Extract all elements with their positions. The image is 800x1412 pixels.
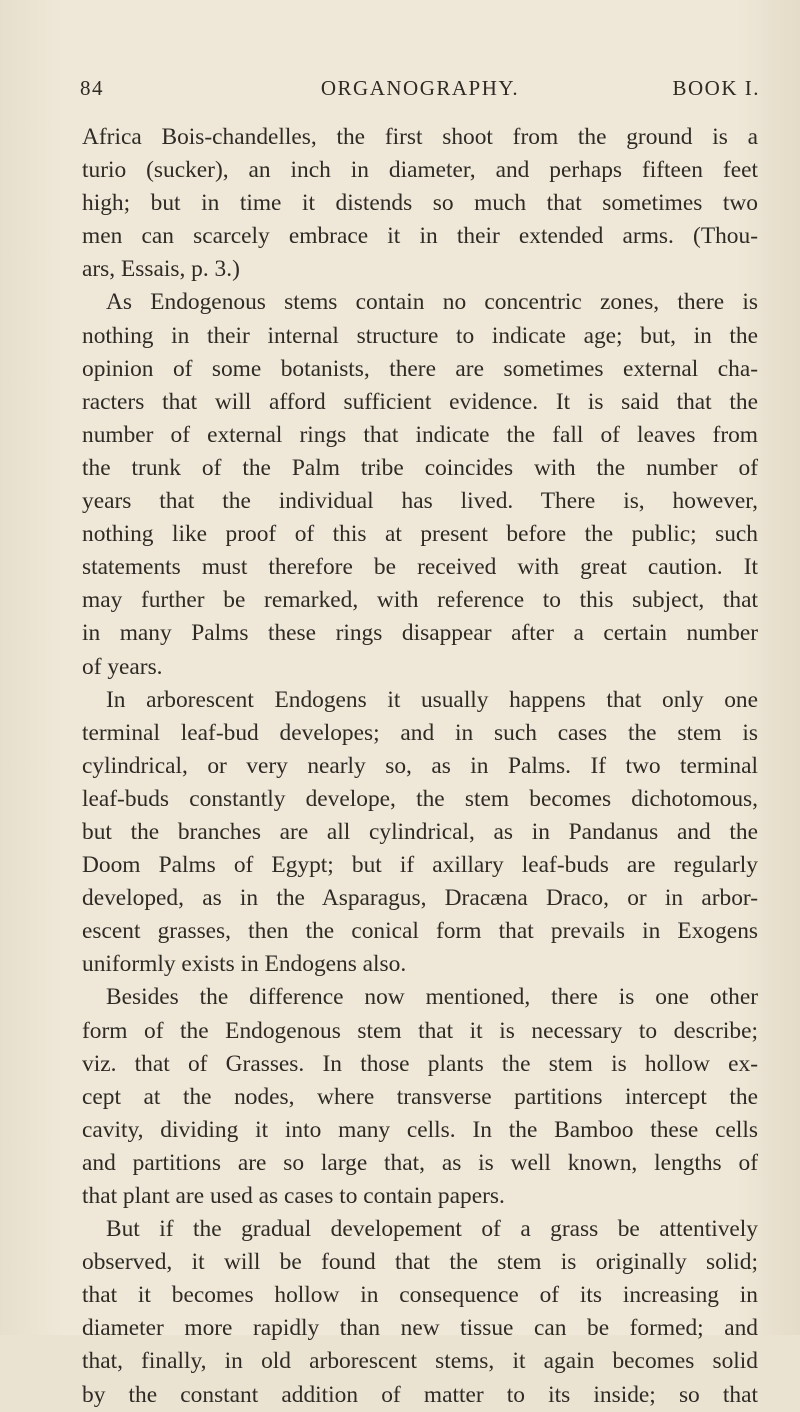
text-line: men can scarcely embrace it in their extended arms. (Thou-	[82, 223, 758, 250]
text-line: cavity, dividing it into many cells. In the Bamboo these cells	[82, 1116, 758, 1143]
text-line: Doom Palms of Egypt; but if axillary leaf-buds are regularly	[82, 852, 758, 879]
page-number: 84	[80, 76, 104, 100]
text-line: but the branches are all cylindrical, as in Pandanus and the	[82, 818, 758, 845]
text-line: and partitions are so large that, as is well known, lengths of	[82, 1149, 758, 1176]
text-line: diameter more rapidly than new tissue can be formed; and	[82, 1315, 758, 1342]
text-line: cylindrical, or very nearly so, as in Palms. If two terminal	[82, 752, 758, 779]
text-line: leaf-buds constantly develope, the stem becomes dichotomous,	[82, 785, 758, 812]
text-line: viz. that of Grasses. In those plants the stem is hollow ex-	[82, 1050, 758, 1077]
text-line: cept at the nodes, where transverse partitions intercept the	[82, 1083, 758, 1110]
text-line: developed, as in the Asparagus, Dracæna Draco, or in arbor-	[82, 885, 758, 912]
text-line: nothing in their internal structure to indicate age; but, in the	[82, 322, 758, 349]
paragraph-start-line: Besides the difference now mentioned, there is one other	[106, 984, 758, 1011]
text-line: the trunk of the Palm tribe coincides with the number of	[82, 454, 758, 481]
text-line: terminal leaf-bud developes; and in such cases the stem is	[82, 719, 758, 746]
text-line: that plant are used as cases to contain papers.	[82, 1183, 505, 1209]
text-line: that, finally, in old arborescent stems, it again becomes solid	[82, 1348, 758, 1375]
text-line: that it becomes hollow in consequence of its increasing in	[82, 1282, 758, 1309]
text-line: uniformly exists in Endogens also.	[82, 951, 407, 978]
text-line: turio (sucker), an inch in diameter, and perhaps fifteen feet	[82, 157, 758, 184]
body-text	[82, 121, 758, 1412]
text-line: opinion of some botanists, there are sometimes external cha-	[82, 355, 758, 382]
paragraph-start-line: In arborescent Endogens it usually happens that only one	[106, 686, 758, 713]
running-title: ORGANOGRAPHY.	[320, 76, 520, 100]
page-header	[80, 76, 760, 106]
paragraph-start-line: But if the gradual developement of a grass be attentively	[106, 1216, 758, 1243]
text-line: may further be remarked, with reference to this subject, that	[82, 587, 758, 614]
text-line: form of the Endogenous stem that it is necessary to describe;	[82, 1017, 758, 1044]
text-line: observed, it will be found that the stem is originally solid;	[82, 1249, 758, 1276]
text-line: high; but in time it distends so much that sometimes two	[82, 190, 758, 217]
text-line: number of external rings that indicate the fall of leaves from	[82, 421, 758, 448]
text-line: in many Palms these rings disappear after a certain number	[82, 620, 758, 647]
book-label: BOOK I.	[672, 76, 760, 100]
paragraph-start-line: As Endogenous stems contain no concentric zones, there is	[106, 289, 758, 316]
text-line: years that the individual has lived. There is, however,	[82, 488, 758, 515]
text-line: nothing like proof of this at present before the public; such	[82, 521, 758, 548]
text-line: racters that will afford sufficient evidence. It is said that the	[82, 388, 758, 415]
text-line: ars, Essais, p. 3.)	[82, 256, 240, 283]
text-line: Africa Bois-chandelles, the first shoot from the ground is a	[82, 124, 758, 150]
text-line: by the constant addition of matter to its inside; so that	[82, 1381, 758, 1408]
text-line: statements must therefore be received with great caution. It	[82, 554, 758, 581]
text-line: escent grasses, then the conical form that prevails in Exogens	[82, 918, 758, 945]
text-line: of years.	[82, 653, 163, 680]
